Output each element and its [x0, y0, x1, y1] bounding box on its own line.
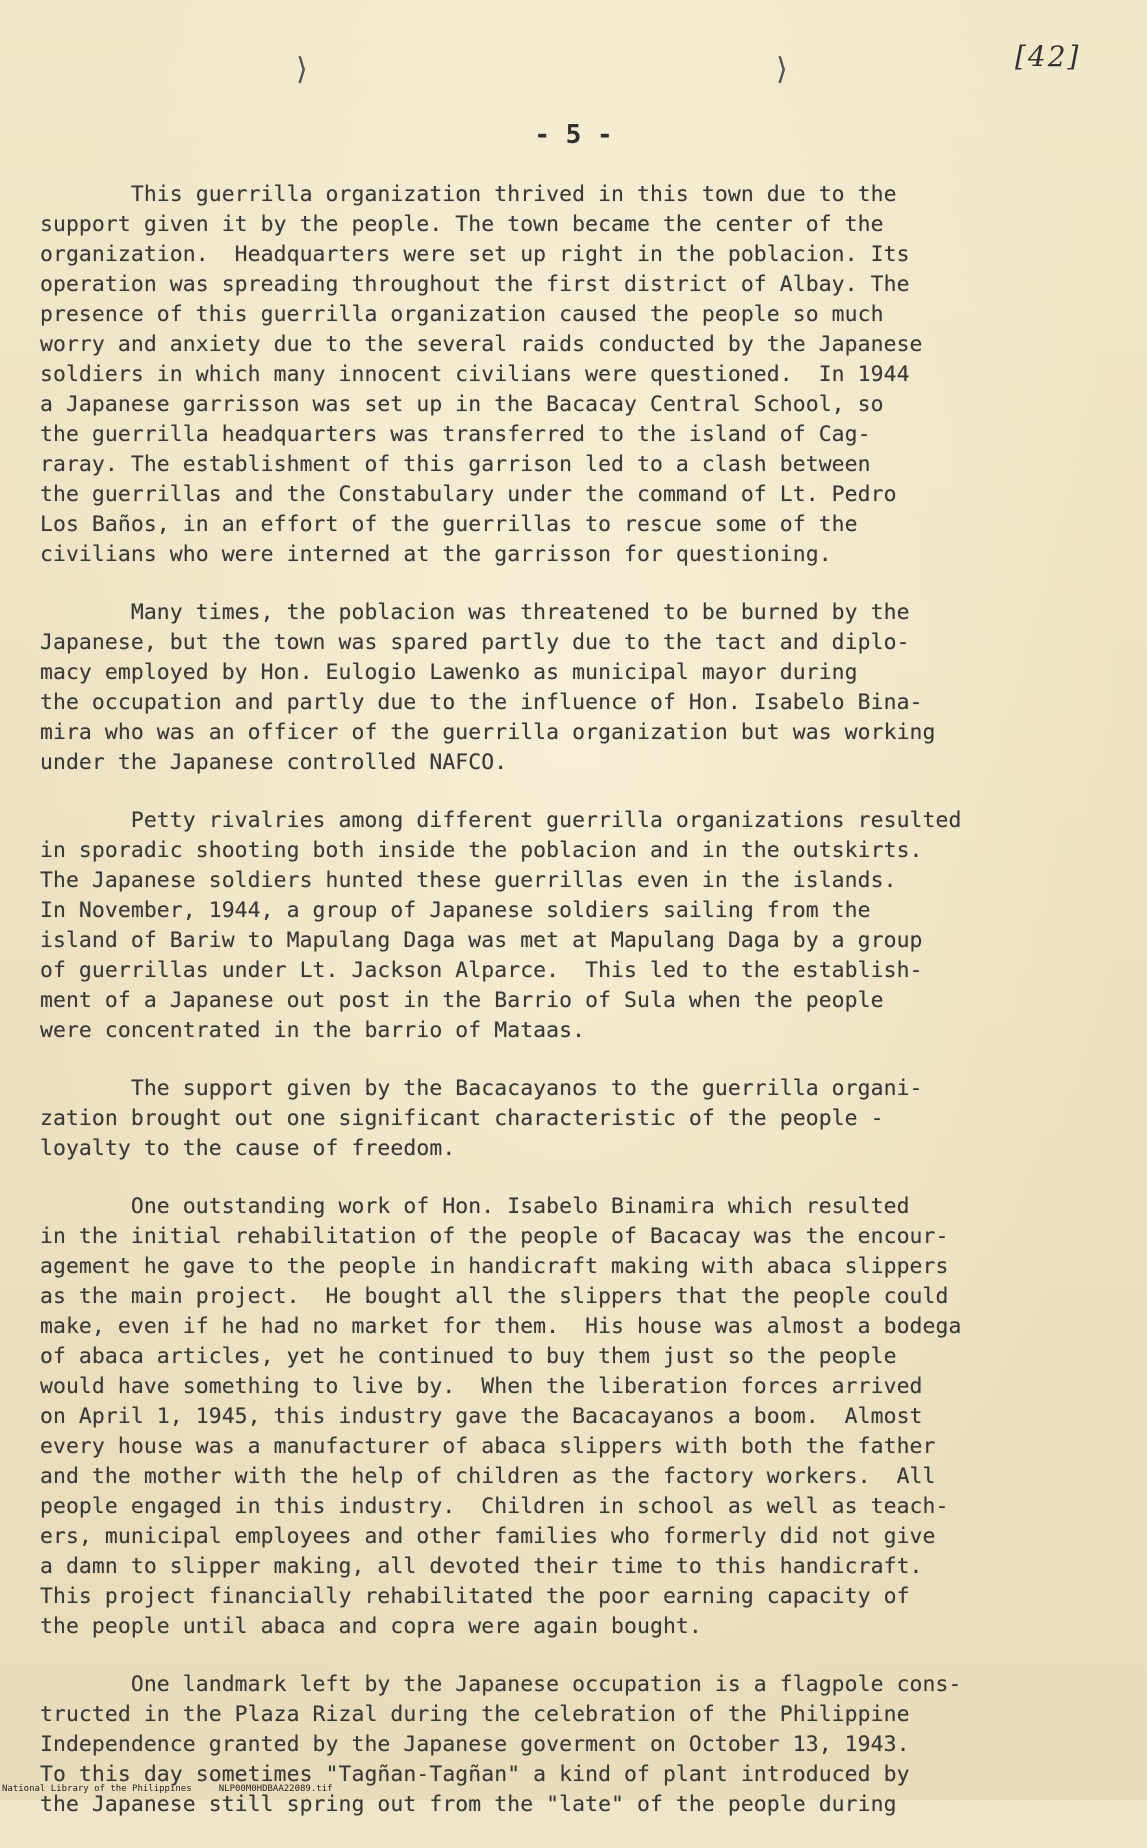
text-line: This guerrilla organization thrived in this town due to the: [40, 182, 897, 207]
text-line: the Japanese still spring out from the "late" of the people during: [40, 1792, 897, 1817]
text-line: people engaged in this industry. Children in school as well as teach-: [40, 1494, 949, 1519]
text-line: the people until abaca and copra were again bought.: [40, 1614, 702, 1639]
text-line: zation brought out one significant characteristic of the people -: [40, 1106, 884, 1131]
text-line: presence of this guerrilla organization caused the people so much: [40, 302, 884, 327]
text-line: soldiers in which many innocent civilians were questioned. In 1944: [40, 362, 910, 387]
text-line: island of Bariw to Mapulang Daga was met at Mapulang Daga by a group: [40, 928, 923, 953]
text-line: of guerrillas under Lt. Jackson Alparce. This led to the establish-: [40, 958, 923, 983]
text-line: support given it by the people. The town became the center of the: [40, 212, 884, 237]
text-line: would have something to live by. When the liberation forces arrived: [40, 1374, 923, 1399]
text-line: Petty rivalries among different guerrilla organizations resulted: [40, 808, 962, 833]
paragraph: [40, 1192, 1110, 1642]
text-line: civilians who were interned at the garrisson for questioning.: [40, 542, 832, 567]
text-line: the guerrillas and the Constabulary under the command of Lt. Pedro: [40, 482, 897, 507]
text-line: and the mother with the help of children as the factory workers. All: [40, 1464, 936, 1489]
pencil-mark: ⟩: [296, 52, 308, 87]
text-line: operation was spreading throughout the first district of Albay. The: [40, 272, 910, 297]
text-line: One outstanding work of Hon. Isabelo Binamira which resulted: [40, 1194, 910, 1219]
text-line: mira who was an officer of the guerrilla organization but was working: [40, 720, 936, 745]
text-line: organization. Headquarters were set up right in the poblacion. Its: [40, 242, 910, 267]
text-line: on April 1, 1945, this industry gave the Bacacayanos a boom. Almost: [40, 1404, 923, 1429]
paragraph: [40, 180, 1110, 570]
text-line: the occupation and partly due to the influence of Hon. Isabelo Bina-: [40, 690, 923, 715]
text-line: the guerrilla headquarters was transferred to the island of Cag-: [40, 422, 871, 447]
text-line: as the main project. He bought all the slippers that the people could: [40, 1284, 949, 1309]
paragraph: [40, 598, 1110, 778]
text-line: every house was a manufacturer of abaca slippers with both the father: [40, 1434, 936, 1459]
text-line: This project financially rehabilitated the poor earning capacity of: [40, 1584, 910, 1609]
text-line: were concentrated in the barrio of Mataas.: [40, 1018, 586, 1043]
text-line: tructed in the Plaza Rizal during the celebration of the Philippine: [40, 1702, 910, 1727]
text-line: in sporadic shooting both inside the poblacion and in the outskirts.: [40, 838, 923, 863]
archive-footer: National Library of the Philippines NLP00M0HDBAA22089.tif: [2, 1784, 333, 1794]
pencil-mark: ⟩: [776, 52, 788, 87]
text-line: of abaca articles, yet he continued to buy them just so the people: [40, 1344, 897, 1369]
text-line: agement he gave to the people in handicraft making with abaca slippers: [40, 1254, 949, 1279]
text-line: Many times, the poblacion was threatened to be burned by the: [40, 600, 910, 625]
text-line: macy employed by Hon. Eulogio Lawenko as municipal mayor during: [40, 660, 858, 685]
archive-page-mark: [42]: [1015, 40, 1081, 73]
text-line: loyalty to the cause of freedom.: [40, 1136, 456, 1161]
text-line: raray. The establishment of this garrison led to a clash between: [40, 452, 871, 477]
text-line: in the initial rehabilitation of the people of Bacacay was the encour-: [40, 1224, 949, 1249]
text-line: Independence granted by the Japanese goverment on October 13, 1943.: [40, 1732, 910, 1757]
text-line: a Japanese garrisson was set up in the Bacacay Central School, so: [40, 392, 884, 417]
page-number: - 5 -: [534, 120, 613, 150]
body-text: [40, 180, 1110, 1848]
text-line: Los Baños, in an effort of the guerrillas to rescue some of the: [40, 512, 858, 537]
text-line: ers, municipal employees and other families who formerly did not give: [40, 1524, 936, 1549]
paragraph: [40, 1074, 1110, 1164]
text-line: The Japanese soldiers hunted these guerrillas even in the islands.: [40, 868, 897, 893]
text-line: under the Japanese controlled NAFCO.: [40, 750, 508, 775]
text-line: The support given by the Bacacayanos to the guerrilla organi-: [40, 1076, 923, 1101]
text-line: In November, 1944, a group of Japanese soldiers sailing from the: [40, 898, 871, 923]
text-line: Japanese, but the town was spared partly due to the tact and diplo-: [40, 630, 910, 655]
text-line: make, even if he had no market for them. His house was almost a bodega: [40, 1314, 962, 1339]
text-line: ment of a Japanese out post in the Barrio of Sula when the people: [40, 988, 884, 1013]
paragraph: [40, 806, 1110, 1046]
text-line: To this day sometimes "Tagñan-Tagñan" a kind of plant introduced by: [40, 1762, 910, 1787]
text-line: worry and anxiety due to the several raids conducted by the Japanese: [40, 332, 923, 357]
paragraph: [40, 1670, 1110, 1820]
text-line: One landmark left by the Japanese occupation is a flagpole cons-: [40, 1672, 962, 1697]
text-line: a damn to slipper making, all devoted their time to this handicraft.: [40, 1554, 923, 1579]
